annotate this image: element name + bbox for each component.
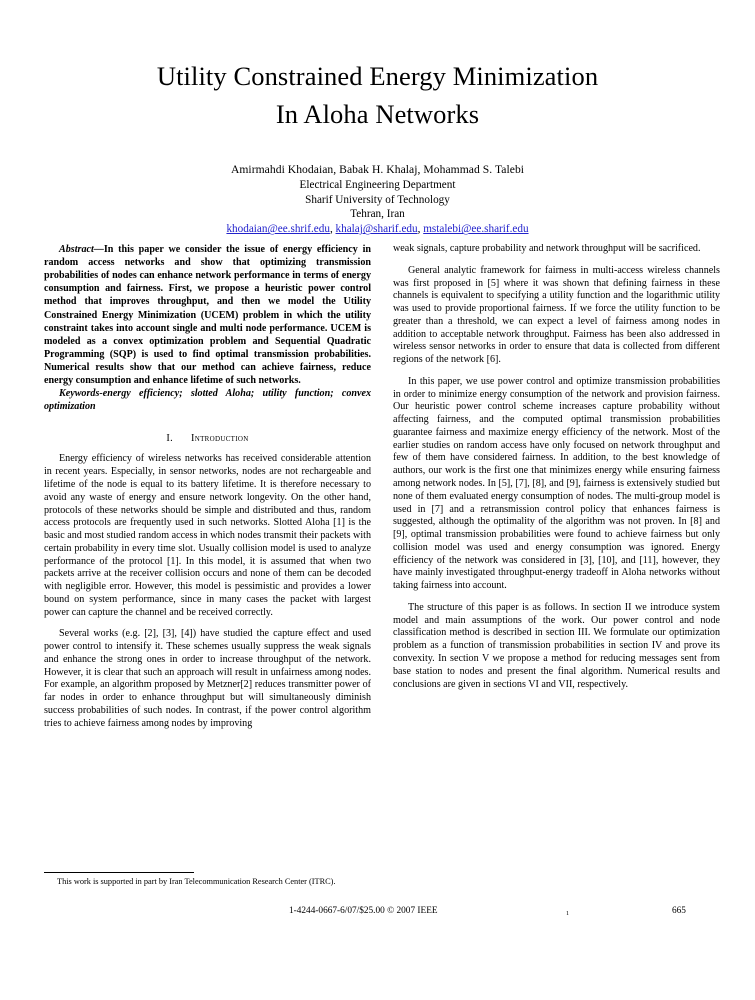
email-separator-2: , — [417, 223, 424, 236]
email-separator-1: , — [329, 223, 336, 236]
section-name: Introduction — [191, 433, 249, 445]
abstract-paragraph — [44, 243, 371, 387]
paragraph-gap — [393, 367, 720, 376]
paragraph: Energy efficiency of wireless networks has received considerable attention in recent years. Especially, in sensor networks, nodes are not rechargeable and lifetime of the node is equal to its battery lifetime. It is therefore necessary to avoid any waste of energy and ensure network longevity. On the other hand, protocols of these networks should be simple and distributed and thus, random access protocols are frequently used in such networks. Slotted Aloha [1] is the basic and most studied random access in which nodes transmit their packets with certain probability in every time slot. Usually collision model is used to analyze performance of the protocol [1]. In this model, it is assumed that when two packets arrive at the receiver collision occurs and none of them can be decoded with negligible error. However, this model is pessimistic and provides a lower bound on system performance, since in many cases the packet with largest power can capture the channel and be received correctly. — [44, 453, 371, 618]
email-link-3[interactable]: mstalebi@ee.sharif.edu — [423, 223, 529, 236]
author-block — [0, 162, 755, 237]
abstract-dash: — — [93, 244, 104, 255]
email-list — [0, 222, 755, 237]
section-heading-introduction — [44, 432, 371, 445]
title-line-2: In Aloha Networks — [275, 98, 480, 129]
page-footer — [0, 906, 755, 926]
affiliation-university: Sharif University of Technology — [305, 193, 450, 206]
paragraph: General analytic framework for fairness in multi-access wireless channels was first proposed in [5] where it was shown that defining fairness in these channels is equivalent to specifying a utility function and the logarithmic utility was used to provide proportional fairness. If we force the utility function to be greater than a threshold, we can expect a level of fairness among nodes in addition to acceptable network throughput. Fairness has been also addressed in wireless sensor networks in order to ensure that data is collected from different regions of the network [6]. — [393, 264, 720, 366]
title-line-1: Utility Constrained Energy Minimization — [156, 61, 599, 91]
paragraph: In this paper, we use power control and optimize transmission probabilities in order to minimize energy consumption of the network and provision fairness. Our heuristic power control scheme increases capture probability without affecting fairness, and the computed optimal transmission probabilities guarantee fairness and maximize energy efficiency of the network. Most of the earlier studies on random access have only focused on network throughput and few of them have considered fairness. In addition, to the best knowledge of authors, our work is the first one that minimizes energy while ensuring fairness among network nodes. In [5], [7], [8], and [9], fairness is extensively studied but none of them evaluated energy consumption of nodes. The multi-group model is used in [7] and a retransmission control policy that enhances fairness is suggested, although the optimality of the algorithm was not proven. In [8] and [9], optimal transmission probabilities were found to achieve fairness but only collision model was used and energy consumption was ignored. Energy efficiency of the network was considered in [3], [10], and [11], however, they have mainly investigated throughput-energy tradeoff in Aloha networks without taking fairness into account. — [393, 375, 720, 592]
copyright-notice: 1-4244-0667-6/07/$25.00 © 2007 IEEE — [289, 906, 438, 916]
page-number: 665 — [672, 906, 686, 916]
paragraph-gap — [44, 619, 371, 628]
body-columns — [44, 243, 720, 731]
affiliation-location: Tehran, Iran — [350, 208, 405, 221]
paragraph: weak signals, capture probability and network throughput will be sacrificed. — [393, 243, 701, 254]
footnote-rule — [44, 872, 194, 873]
section-number: I. — [166, 433, 173, 445]
left-column — [44, 243, 371, 731]
right-column — [393, 243, 720, 731]
paragraph-gap — [393, 593, 720, 602]
footnote — [44, 872, 371, 888]
paragraph: The structure of this paper is as follows. In section II we introduce system model and main assumptions of the work. Our power control and node classification method is described in section III. We formulate our optimization problem as a function of transmission probabilities in section IV and prove its convexity. In section V we propose a method for reducing messages sent from base station to nodes and present the final algorithm. Numerical results and conclusions are given in sections VI and VII, respectively. — [393, 601, 720, 690]
paragraph: Several works (e.g. [2], [3], [4]) have studied the capture effect and used power control to intensify it. These schemes usually suppress the weak signals and enhance the strong ones in order to increase throughput of the network. However, it is clear that such an approach will result in unfairness among nodes. For example, an algorithm proposed by Metzner[2] reduces transmitter power of far nodes in order to enhance throughput but will simultaneously diminish success probabilities of such nodes. In contrast, if the power control algorithm tries to achieve fairness among nodes by improving — [44, 628, 371, 729]
sheet-number: 1 — [566, 910, 570, 917]
affiliation-department: Electrical Engineering Department — [299, 178, 456, 191]
abstract-text: In this paper we consider the issue of energy efficiency in random access networks and show that optimizing transmission probabilities of nodes can enhance network performance in terms of energy consumption and fairness. First, we propose a heuristic power control method that improves throughput, and then we model the Utility Constrained Energy Minimization (UCEM) problem in which the utility constraint takes into account single and multi node performance. UCEM is modeled as a convex optimization problem and Sequential Quadratic Programming (SQP) is used to find optimal transmission probabilities. Numerical results show that our method can achieve fairness, reduce energy consumption and enhance lifetime of such networks. — [44, 244, 371, 387]
page-title — [68, 58, 688, 133]
email-link-1[interactable]: khodaian@ee.shrif.edu — [226, 223, 330, 236]
email-link-2[interactable]: khalaj@sharif.edu — [335, 223, 418, 236]
paper-header — [0, 0, 755, 237]
paragraph-gap — [393, 256, 720, 265]
abstract-label: Abstract — [59, 244, 94, 255]
author-names: Amirmahdi Khodaian, Babak H. Khalaj, Mohammad S. Talebi — [230, 163, 525, 177]
keywords-paragraph: Keywords-energy efficiency; slotted Aloha; utility function; convex optimization — [44, 388, 371, 413]
footnote-text: This work is supported in part by Iran Telecommunication Research Center (ITRC). — [57, 877, 336, 886]
